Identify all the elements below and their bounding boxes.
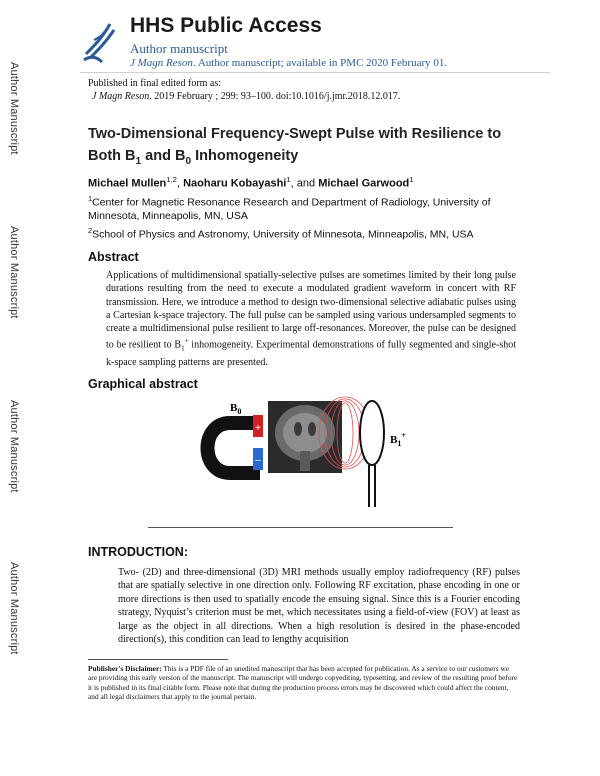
- side-label-1: Author Manuscript: [8, 62, 20, 155]
- plus-sign: +: [255, 423, 261, 434]
- title-part: Inhomogeneity: [191, 148, 299, 164]
- introduction-heading: INTRODUCTION:: [88, 545, 188, 559]
- author-separator: , and: [290, 177, 319, 190]
- journal-abbrev: J Magn Reson: [130, 57, 193, 69]
- citation-journal: J Magn Reson: [92, 91, 150, 102]
- availability-text: . Author manuscript; available in PMC 2020 February 01.: [192, 57, 448, 69]
- affiliation-2-num: 2: [88, 226, 93, 235]
- rf-coil: [360, 401, 384, 465]
- hhs-eagle-logo-icon: [80, 16, 120, 68]
- graphical-abstract-figure: [190, 395, 420, 510]
- abstract-sub: 1: [181, 344, 185, 353]
- citation: [92, 91, 400, 102]
- author-1: Michael Mullen: [88, 177, 167, 190]
- disclaimer-divider: [88, 659, 228, 660]
- affiliation-2-text: School of Physics and Astronomy, University of Minnesota, Minneapolis, MN, USA: [92, 228, 474, 241]
- brain-stem: [300, 451, 310, 471]
- side-label-2: Author Manuscript: [8, 226, 20, 319]
- article-title: [88, 123, 528, 173]
- published-final-form: Published in final edited form as:: [88, 78, 222, 89]
- publisher-disclaimer: [88, 664, 518, 702]
- hhs-title: HHS Public Access: [130, 14, 322, 37]
- disclaimer-text: This is a PDF file of an unedited manuscript that has been accepted for publication. As a service to our customers we are providing this early version of the manuscript. The manuscript will undergo copyediting, typesetting, and review of the resulting proof before it is published in its final citable form. Please note that during the production process errors may be discovered which could affect the content, and all legal disclaimers that apply to the journal pertain.: [88, 664, 518, 702]
- b1-label: $B_1^+$: [390, 431, 406, 448]
- b0-label: $B_0$: [230, 402, 242, 416]
- side-label-3: Author Manuscript: [8, 400, 20, 493]
- affiliation-1: [88, 192, 518, 223]
- ventricle-right: [308, 422, 316, 436]
- abstract-sup: +: [184, 337, 189, 346]
- figure-divider: [148, 527, 453, 528]
- author-list: [88, 175, 414, 190]
- author-separator: ,: [176, 177, 184, 190]
- abstract-body: Applications of multidimensional spatially-selective pulses are sometimes limited by their long pulse durations resulting from the need to execute a modulated gradient waveform in concert with RF transmission. Here, we introduce a method to design two-dimensional selective adiabatic pulses using a Cartesian k-space trajectory. The full pulse can be sampled using various undersampled segments to create a multidimensional pulse resilient to large off-resonances. Moreover, the pulse can be designed to be resilient to B: [106, 270, 516, 351]
- author-3: Michael Garwood: [318, 177, 410, 190]
- brain-inner: [283, 413, 327, 453]
- affiliation-1-num: 1: [88, 194, 93, 203]
- affiliation-1-text: Center for Magnetic Resonance Research and Department of Radiology, University of Minnesota, Minneapolis, MN, USA: [88, 196, 491, 222]
- affiliation-2: [88, 224, 518, 242]
- author-3-sup: 1: [409, 175, 414, 184]
- title-sub-1: 1: [135, 155, 142, 167]
- graphical-abstract-svg: [190, 395, 420, 510]
- title-line-1: Two-Dimensional Frequency-Swept Pulse with Resilience to: [88, 126, 502, 142]
- citation-details: . 2019 February ; 299: 93–100. doi:10.1016/j.jmr.2018.12.017.: [149, 91, 401, 102]
- introduction-text: Two- (2D) and three-dimensional (3D) MRI methods usually employ radiofrequency (RF) pulses that are spatially selective in one direction only. Following RF excitation, phase encoding in one or more directions is then used to spatially encode the ensuing signal. Since this is a Fourier encoding strategy, Nyquist’s criterion must be met, which necessitates using a field-of-view (FOV) at least as large as the object in all directions. When a high resolution is desired in the phase-encoded direction(s), this condition can lead to lengthy acquisition: [118, 567, 520, 646]
- graphical-abstract-heading: Graphical abstract: [88, 377, 198, 391]
- author-manuscript-label: Author manuscript: [130, 41, 228, 56]
- magnet-yoke: [208, 423, 261, 473]
- availability-line: [130, 57, 447, 69]
- ventricle-left: [294, 422, 302, 436]
- side-label-4: Author Manuscript: [8, 562, 20, 655]
- minus-sign: –: [255, 455, 261, 466]
- disclaimer-label: Publisher's Disclaimer:: [88, 664, 162, 673]
- abstract-body-end: inhomogeneity. Experimental demonstrations of fully segmented and single-shot k-space sampling patterns are presented.: [106, 339, 516, 369]
- title-part: and B: [141, 148, 186, 164]
- author-1-sup: 1,2: [166, 175, 177, 184]
- abstract-text: [106, 269, 516, 369]
- abstract-heading: Abstract: [88, 250, 139, 264]
- hhs-header: [80, 14, 550, 73]
- author-2-sup: 1: [286, 175, 291, 184]
- title-sub-0: 0: [185, 155, 192, 167]
- title-part: Both B: [88, 148, 136, 164]
- author-2: Naoharu Kobayashi: [183, 177, 287, 190]
